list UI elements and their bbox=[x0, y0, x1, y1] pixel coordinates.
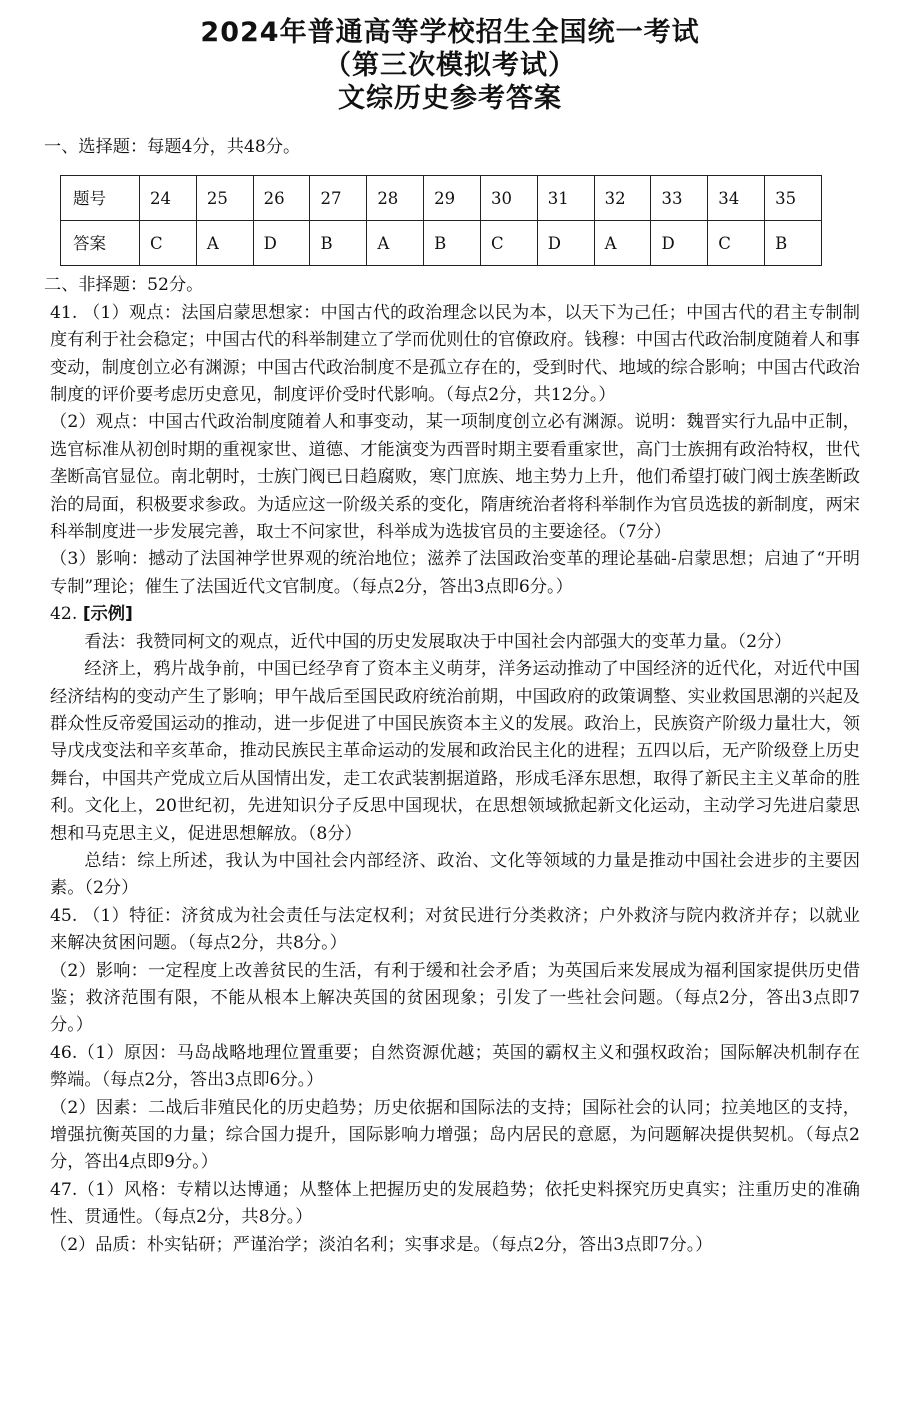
q47-part1: 47.（1）风格：专精以达博通；从整体上把握历史的发展趋势；依托史料探究历史真实；注重历史的准确性、贯通性。（每点2分，共8分。） bbox=[50, 1179, 860, 1228]
question-number-row bbox=[61, 176, 822, 221]
answer-cell: C bbox=[480, 221, 537, 266]
answer-row bbox=[61, 221, 822, 266]
q46-part2: （2）因素：二战后非殖民化的历史趋势；历史依据和国际法的支持；国际社会的认同；拉美地区的支持，增强抗衡英国的力量；综合国力提升，国际影响力增强；岛内居民的意愿，为问题解决提供契机。（每点2分，答出4点即9分。） bbox=[50, 1097, 860, 1173]
question-number-cell: 30 bbox=[480, 176, 537, 221]
answer-cell: A bbox=[367, 221, 424, 266]
document-header bbox=[0, 16, 900, 115]
q42-example-tag: [示例] bbox=[82, 604, 133, 625]
question-number-cell: 26 bbox=[253, 176, 310, 221]
q42-view bbox=[50, 629, 860, 656]
answer-cell: D bbox=[651, 221, 708, 266]
row-label-question: 题号 bbox=[61, 176, 140, 221]
section-2-heading: 二、非择题：52分。 bbox=[44, 275, 204, 296]
question-number-cell: 27 bbox=[310, 176, 367, 221]
exam-title: 2024年普通高等学校招生全国统一考试 bbox=[200, 17, 700, 48]
answer-cell: D bbox=[537, 221, 594, 266]
document-body bbox=[44, 134, 860, 1259]
question-number-cell: 35 bbox=[765, 176, 822, 221]
answer-cell: A bbox=[594, 221, 651, 266]
answer-cell: B bbox=[310, 221, 367, 266]
answer-cell: A bbox=[196, 221, 253, 266]
answer-cell: C bbox=[140, 221, 197, 266]
q41-part2: （2）观点：中国古代政治制度随着人和事变动，某一项制度创立必有渊源。说明：魏晋实行九品中正制，选官标准从初创时期的重视家世、道德、才能演变为西晋时期主要看重家世，高门士族拥有政治特权，世代垄断高官显位。南北朝时，士族门阀已日趋腐败，寒门庶族、地主势力上升，他们希望打破门阀士族垄断政治的局面，积极要求参政。为适应这一阶级关系的变化，隋唐统治者将科举制作为官员选拔的新制度，两宋科举制度进一步发展完善，取士不问家世，科举成为选拔官员的主要途径。（7分） bbox=[50, 412, 860, 543]
question-number-cell: 24 bbox=[140, 176, 197, 221]
q42-heading bbox=[50, 601, 860, 628]
exam-subtitle: （第三次模拟考试） bbox=[324, 50, 576, 81]
answer-cell: C bbox=[708, 221, 765, 266]
question-number-cell: 28 bbox=[367, 176, 424, 221]
q42-view-text: 看法：我赞同柯文的观点，近代中国的历史发展取决于中国社会内部强大的变革力量。 bbox=[84, 631, 738, 652]
q45-part1: 45. （1）特征：济贫成为社会责任与法定权利；对贫民进行分类救济；户外救济与院内救济并存；以就业来解决贫困问题。（每点2分，共8分。） bbox=[50, 905, 860, 954]
q42-view-score: （2分） bbox=[737, 631, 792, 652]
question-number-cell: 32 bbox=[594, 176, 651, 221]
q42-summary: 总结：综上所述，我认为中国社会内部经济、政治、文化等领域的力量是推动中国社会进步的主要因素。（2分） bbox=[50, 850, 860, 899]
answer-cell: B bbox=[424, 221, 481, 266]
question-number-cell: 25 bbox=[196, 176, 253, 221]
q42-number: 42. bbox=[50, 604, 78, 625]
row-label-answer: 答案 bbox=[61, 221, 140, 266]
section-1-heading: 一、选择题：每题4分，共48分。 bbox=[44, 137, 301, 157]
q41-part1: 41. （1）观点：法国启蒙思想家：中国古代的政治理念以民为本，以天下为己任；中国古代的君主专制制度有利于社会稳定；中国古代的科举制建立了学而优则仕的官僚政府。钱穆：中国古代政治制度随着人和事变动，制度创立必有渊源；中国古代政治制度不是孤立存在的，受到时代、地域的综合影响；中国古代政治制度的评价要考虑历史意见，制度评价受时代影响。（每点2分，共12分。） bbox=[50, 302, 860, 406]
answer-key-title: 文综历史参考答案 bbox=[338, 83, 562, 114]
question-number-cell: 31 bbox=[537, 176, 594, 221]
q46-part1: 46.（1）原因：马岛战略地理位置重要；自然资源优越；英国的霸权主义和强权政治；国际解决机制存在弊端。（每点2分，答出3点即6分。） bbox=[50, 1042, 860, 1091]
question-number-cell: 29 bbox=[424, 176, 481, 221]
answer-table bbox=[60, 175, 822, 266]
answer-cell: D bbox=[253, 221, 310, 266]
q45-part2: （2）影响：一定程度上改善贫民的生活，有利于缓和社会矛盾；为英国后来发展成为福利国家提供历史借鉴；救济范围有限，不能从根本上解决英国的贫困现象；引发了一些社会问题。（每点2分，答出3点即7分。） bbox=[50, 960, 860, 1036]
q42-body: 经济上，鸦片战争前，中国已经孕育了资本主义萌芽，洋务运动推动了中国经济的近代化，对近代中国经济结构的变动产生了影响；甲午战后至国民政府统治前期，中国政府的政策调整、实业救国思潮的兴起及群众性反帝爱国运动的推动，进一步促进了中国民族资本主义的发展。政治上，民族资产阶级力量壮大，领导戊戌变法和辛亥革命，推动民族民主革命运动的发展和政治民主化的进程；五四以后，无产阶级登上历史舞台，中国共产党成立后从国情出发，走工农武装割据道路，形成毛泽东思想，取得了新民主主义革命的胜利。文化上，20世纪初，先进知识分子反思中国现状，在思想领域掀起新文化运动，主动学习先进启蒙思想和马克思主义，促进思想解放。（8分） bbox=[50, 659, 860, 844]
q47-part2: （2）品质：朴实钻研；严谨治学；淡泊名利；实事求是。（每点2分，答出3点即7分。） bbox=[50, 1234, 713, 1255]
question-number-cell: 34 bbox=[708, 176, 765, 221]
q41-part3: （3）影响：撼动了法国神学世界观的统治地位；滋养了法国政治变革的理论基础-启蒙思想；启迪了“开明专制”理论；催生了法国近代文官制度。（每点2分，答出3点即6分。） bbox=[50, 549, 860, 597]
question-number-cell: 33 bbox=[651, 176, 708, 221]
answer-cell: B bbox=[765, 221, 822, 266]
